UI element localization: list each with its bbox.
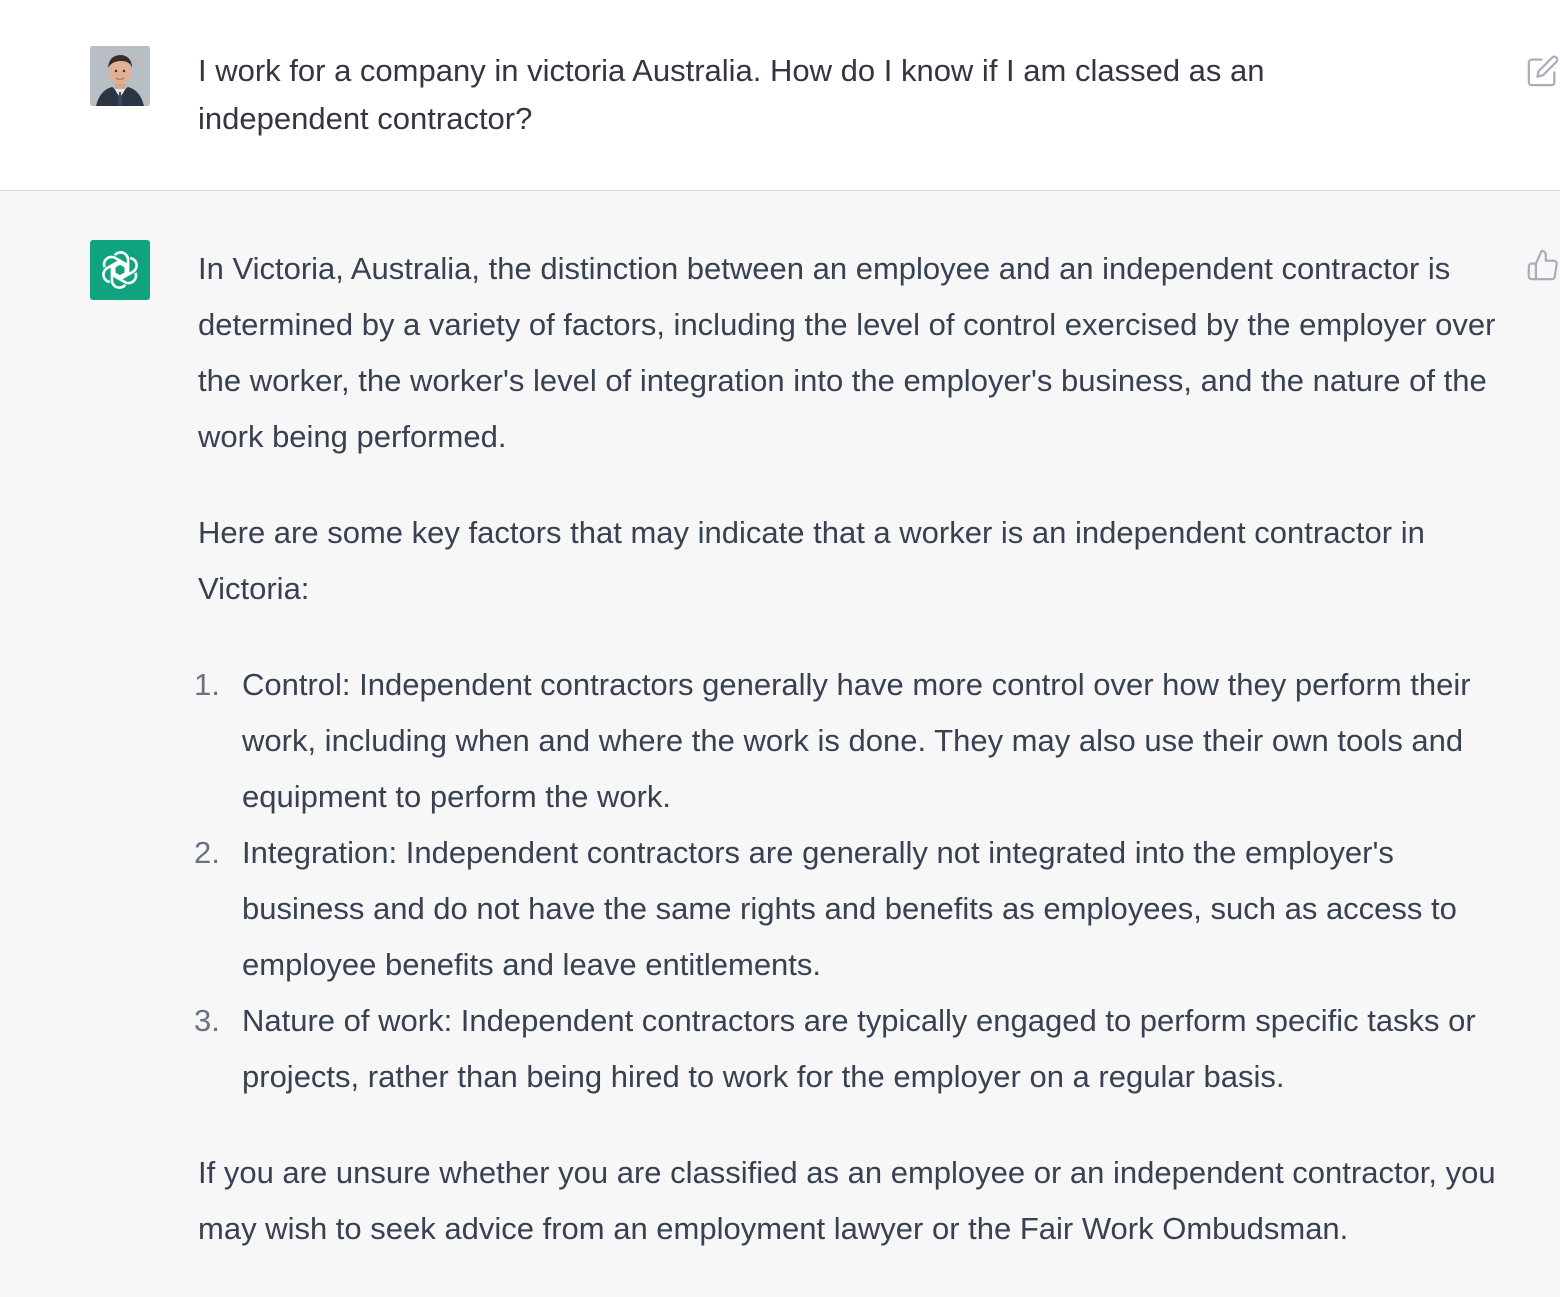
answer-closing: If you are unsure whether you are classified as an employee or an independent contractor, you may wish to seek advice from an employment lawyer or the Fair Work Ombudsman. bbox=[198, 1155, 1496, 1246]
list-item-text: Control: Independent contractors generally have more control over how they perform their work, including when and where the work is done. They may also use their own tools and equipment to perform the work. bbox=[242, 667, 1471, 814]
list-item bbox=[194, 657, 1508, 825]
list-item-number: 1. bbox=[194, 667, 220, 702]
openai-logo-icon bbox=[90, 240, 150, 300]
list-item-text: Integration: Independent contractors are generally not integrated into the employer's business and do not have the same rights and benefits as employees, such as access to employee benefits and leave entitlements. bbox=[242, 835, 1457, 982]
assistant-message-row bbox=[0, 191, 1560, 1256]
assistant-message-content bbox=[194, 241, 1508, 1297]
list-item-text: Nature of work: Independent contractors are typically engaged to perform specific tasks or projects, rather than being hired to work for the employer on a regular basis. bbox=[242, 1003, 1476, 1094]
list-item bbox=[194, 993, 1508, 1105]
list-item-number: 3. bbox=[194, 1003, 220, 1038]
user-avatar bbox=[90, 46, 150, 106]
list-item bbox=[194, 825, 1508, 993]
answer-lead-in: Here are some key factors that may indicate that a worker is an independent contractor in Victoria: bbox=[198, 515, 1425, 606]
user-message-text: I work for a company in victoria Australia. How do I know if I am classed as an independent contractor? bbox=[198, 53, 1265, 136]
edit-icon[interactable] bbox=[1526, 54, 1560, 88]
factor-list bbox=[194, 657, 1508, 1105]
user-avatar-image bbox=[90, 46, 150, 106]
thumbs-up-icon[interactable] bbox=[1526, 248, 1560, 282]
user-message-row bbox=[0, 0, 1560, 191]
list-item-number: 2. bbox=[194, 835, 220, 870]
answer-intro: In Victoria, Australia, the distinction between an employee and an independent contractor is determined by a variety of factors, including the level of control exercised by the employer over the worker, the worker's level of integration into the employer's business, and the nature of the work being performed. bbox=[198, 251, 1496, 454]
